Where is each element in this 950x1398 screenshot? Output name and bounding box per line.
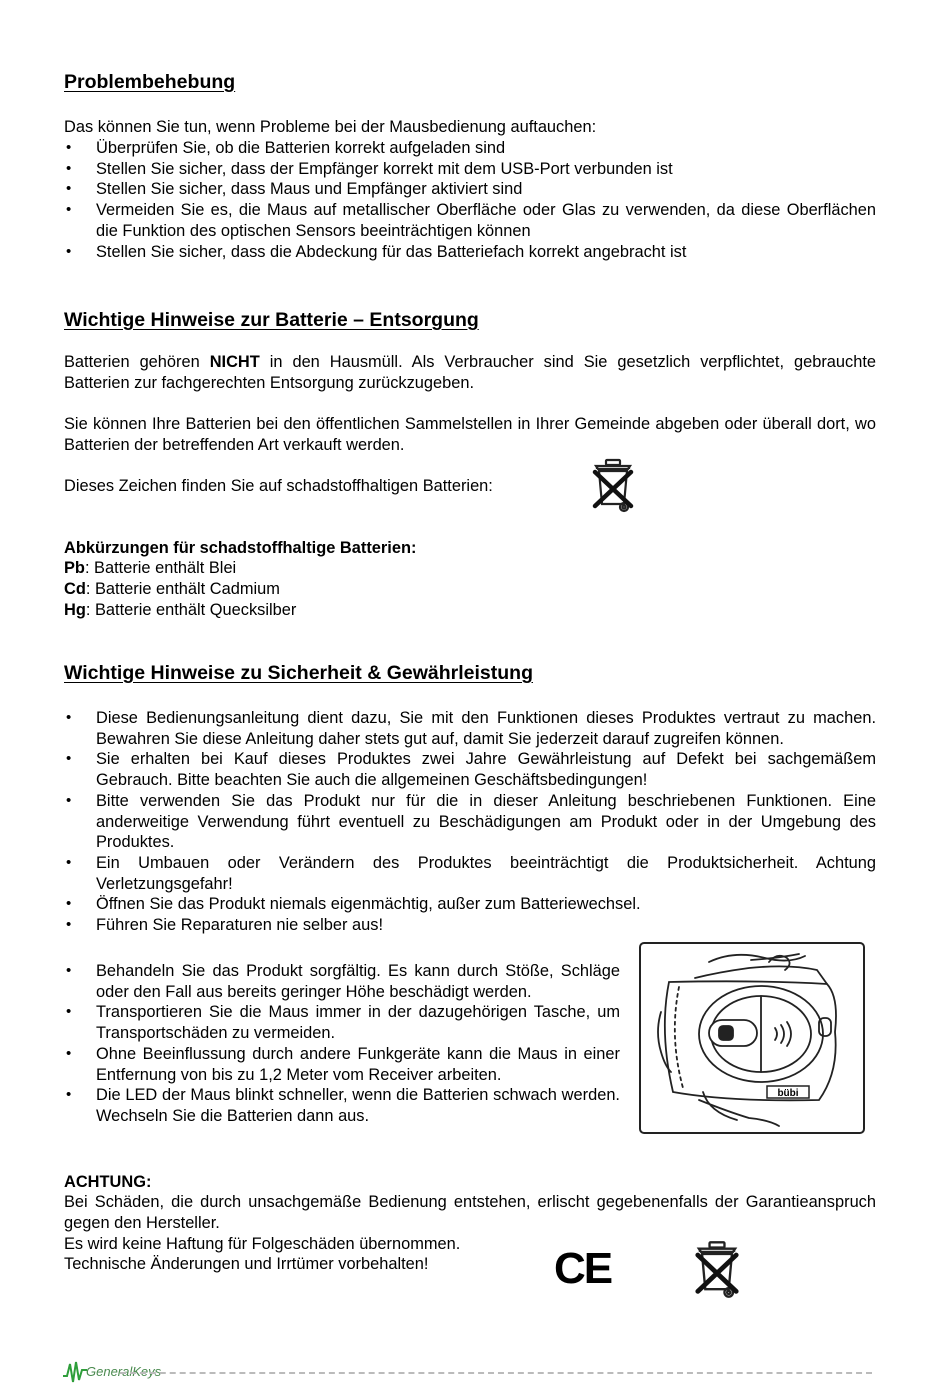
- abbr-text: : Batterie enthält Blei: [84, 559, 237, 577]
- crossed-bin-icon: [586, 456, 640, 516]
- battery-paragraph-3: Dieses Zeichen finden Sie auf schadstoffhaltigen Batterien:: [64, 477, 493, 495]
- abbreviations-heading: Abkürzungen für schadstoffhaltige Batterien:: [64, 539, 417, 557]
- abbreviation-cd: [64, 579, 280, 600]
- battery-p1-text-rest: in den Hausmüll. Als Verbraucher sind Sie gesetzlich verpflichtet, gebrauchte Batterien zur fachgerechten Entsorgung zurückzugeben.: [64, 353, 876, 392]
- safety-heading: Wichtige Hinweise zu Sicherheit & Gewährleistung: [64, 662, 533, 684]
- troubleshooting-intro: Das können Sie tun, wenn Probleme bei der Mausbedienung auftauchen:: [64, 118, 597, 136]
- footer-divider: [120, 1372, 872, 1374]
- troubleshooting-heading: Problembehebung: [64, 71, 236, 93]
- list-item: • Öffnen Sie das Produkt niemals eigenmächtig, außer zum Batteriewechsel.: [64, 894, 876, 915]
- abbr-code: Pb: [64, 559, 85, 577]
- list-item: • Vermeiden Sie es, die Maus auf metallischer Oberfläche oder Glas zu verwenden, da diese Oberflächen die Funktion des optischen Sensors beeinträchtigen können: [64, 200, 876, 241]
- pouch-label: bübi: [777, 1088, 799, 1099]
- warning-line-1: Bei Schäden, die durch unsachgemäße Bedienung entstehen, erlischt gegebenenfalls der Garantieanspruch gegen den Hersteller.: [64, 1193, 876, 1232]
- battery-paragraph-2: Sie können Ihre Batterien bei den öffentlichen Sammelstellen in Ihrer Gemeinde abgeben oder überall dort, wo Batterien der betreffenden Art verkauft werden.: [64, 415, 876, 454]
- ce-mark-icon: CE: [554, 1244, 612, 1293]
- troubleshooting-list: [64, 138, 876, 262]
- list-item: • Ohne Beeinflussung durch andere Funkgeräte kann die Maus in einer Entfernung von bis zu 1,2 Meter vom Receiver arbeiten.: [64, 1044, 620, 1085]
- battery-heading: Wichtige Hinweise zur Batterie – Entsorgung: [64, 309, 479, 331]
- warning-line-2: Es wird keine Haftung für Folgeschäden übernommen.: [64, 1235, 461, 1253]
- crossed-bin-icon: [688, 1238, 746, 1302]
- abbr-code: Cd: [64, 580, 86, 598]
- safety-list-narrow: [64, 961, 620, 1127]
- list-item: • Stellen Sie sicher, dass die Abdeckung für das Batteriefach korrekt angebracht ist: [64, 242, 876, 263]
- list-item: • Transportieren Sie die Maus immer in der dazugehörigen Tasche, um Transportschäden zu vermeiden.: [64, 1002, 620, 1043]
- abbr-text: : Batterie enthält Quecksilber: [85, 601, 297, 619]
- list-item: • Diese Bedienungsanleitung dient dazu, Sie mit den Funktionen dieses Produktes vertraut zu machen. Bewahren Sie diese Anleitung daher stets gut auf, damit Sie jederzeit darauf zugreifen können.: [64, 708, 876, 749]
- abbreviation-hg: [64, 600, 296, 621]
- battery-p1-bold: NICHT: [209, 353, 260, 371]
- warning-line-3: Technische Änderungen und Irrtümer vorbehalten!: [64, 1255, 429, 1273]
- abbreviation-pb: [64, 558, 236, 579]
- abbr-text: : Batterie enthält Cadmium: [85, 580, 280, 598]
- warning-heading: ACHTUNG:: [64, 1173, 152, 1191]
- list-item: • Stellen Sie sicher, dass der Empfänger korrekt mit dem USB-Port verbunden ist: [64, 159, 876, 180]
- list-item: • Überprüfen Sie, ob die Batterien korrekt aufgeladen sind: [64, 138, 876, 159]
- safety-list: [64, 708, 876, 936]
- battery-p1-text: Batterien gehören: [64, 353, 210, 371]
- list-item: • Die LED der Maus blinkt schneller, wenn die Batterien schwach werden. Wechseln Sie die Batterien dann aus.: [64, 1085, 620, 1126]
- abbr-code: Hg: [64, 601, 86, 619]
- logo-wave-icon: [62, 1358, 88, 1386]
- list-item: • Sie erhalten bei Kauf dieses Produktes zwei Jahre Gewährleistung auf Defekt bei sachgemäßem Gebrauch. Bitte beachten Sie auch die allgemeinen Geschäftsbedingungen!: [64, 749, 876, 790]
- mouse-pouch-illustration: [639, 942, 865, 1134]
- list-item: • Stellen Sie sicher, dass Maus und Empfänger aktiviert sind: [64, 179, 876, 200]
- footer-brand: GeneralKeys: [86, 1364, 162, 1379]
- list-item: • Führen Sie Reparaturen nie selber aus!: [64, 915, 876, 936]
- battery-paragraph-1: [64, 352, 876, 393]
- list-item: • Ein Umbauen oder Verändern des Produktes beeinträchtigt die Produktsicherheit. Achtung Verletzungsgefahr!: [64, 853, 876, 894]
- list-item: • Bitte verwenden Sie das Produkt nur für die in dieser Anleitung beschriebenen Funktionen. Eine anderweitige Verwendung führt eventuell zu Beschädigungen am Produkt oder in der Umgebung des Produktes.: [64, 791, 876, 853]
- list-item: • Behandeln Sie das Produkt sorgfältig. Es kann durch Stöße, Schläge oder den Fall aus bereits geringer Höhe beschädigt werden.: [64, 961, 620, 1002]
